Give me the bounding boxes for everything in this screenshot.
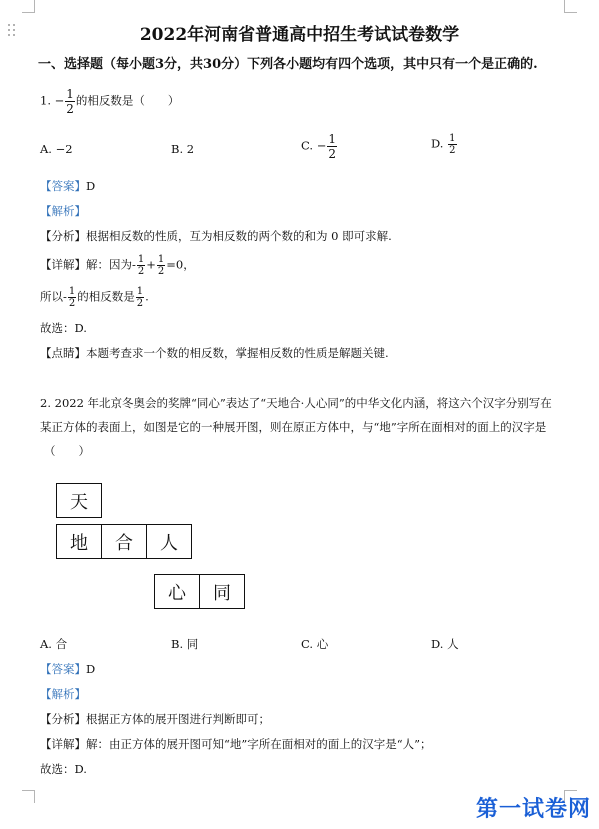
corner-mark-top-right bbox=[564, 0, 577, 13]
analysis-tag: 【解析】 bbox=[40, 204, 86, 218]
option-c: C. − $\frac{1}{2}$ bbox=[301, 132, 336, 161]
analysis-tag: 【解析】 bbox=[40, 687, 86, 701]
suoyi-text: 所以- $\frac{1}{2}$ 的相反数是 $\frac{1}{2}$ . bbox=[40, 286, 149, 309]
question-2-line-1: 2. 2022 年北京冬奥会的奖牌“同心”表达了“天地合·人心同”的中华文化内涵，将这六个汉字分别写在 bbox=[40, 396, 552, 410]
answer-line: 【答案】D bbox=[40, 662, 96, 676]
net-cell: 心 bbox=[154, 574, 200, 609]
net-cell: 合 bbox=[101, 524, 147, 559]
net-cell: 同 bbox=[199, 574, 245, 609]
net-cell: 天 bbox=[56, 483, 102, 518]
net-cell: 地 bbox=[56, 524, 102, 559]
question-2-line-2: 某正方体的表面上，如图是它的一种展开图，则在原正方体中，与“地”字所在面相对的面上的汉字是 bbox=[40, 420, 547, 434]
xiangjie-text: 【详解】解：因为- $\frac{1}{2}$ + $\frac{1}{2}$ =0， bbox=[40, 254, 195, 277]
option-a: A. −2 bbox=[40, 142, 73, 156]
corner-mark-top-left bbox=[22, 0, 35, 13]
option-c: C. 心 bbox=[301, 637, 329, 651]
net-cell: 人 bbox=[146, 524, 192, 559]
question-2-line-3: （ ） bbox=[44, 444, 90, 458]
question-1-stem: 1. − $\frac{1}{2}$ 的相反数是（ ） bbox=[40, 87, 180, 116]
fenxi-text: 【分析】根据正方体的展开图进行判断即可； bbox=[40, 712, 270, 726]
option-b: B. 2 bbox=[171, 142, 195, 156]
guxuan-text: 故选：D. bbox=[40, 321, 87, 335]
page-title: 2022年河南省普通高中招生考试试卷数学 bbox=[139, 25, 460, 45]
dianjing-text: 【点睛】本题考查求一个数的相反数，掌握相反数的性质是解题关键. bbox=[40, 346, 389, 360]
option-d: D. 人 bbox=[431, 637, 459, 651]
option-b: B. 同 bbox=[171, 637, 199, 651]
guxuan-text: 故选：D. bbox=[40, 762, 87, 776]
answer-line: 【答案】D bbox=[40, 179, 96, 193]
xiangjie-text: 【详解】解：由正方体的展开图可知“地”字所在面相对的面上的汉字是“人”； bbox=[40, 737, 432, 751]
section-heading: 一、选择题（每小题3分，共30分）下列各小题均有四个选项，其中只有一个是正确的. bbox=[38, 57, 538, 72]
option-d: D. $\frac{1}{2}$ bbox=[431, 133, 456, 156]
fenxi-text: 【分析】根据相反数的性质，互为相反数的两个数的和为 0 即可求解. bbox=[40, 229, 392, 243]
site-watermark: 第一试卷网 bbox=[475, 797, 591, 822]
option-a: A. 合 bbox=[40, 637, 68, 651]
corner-mark-bottom-left bbox=[22, 790, 35, 803]
fraction: $\frac{1}{2}$ bbox=[66, 87, 74, 116]
